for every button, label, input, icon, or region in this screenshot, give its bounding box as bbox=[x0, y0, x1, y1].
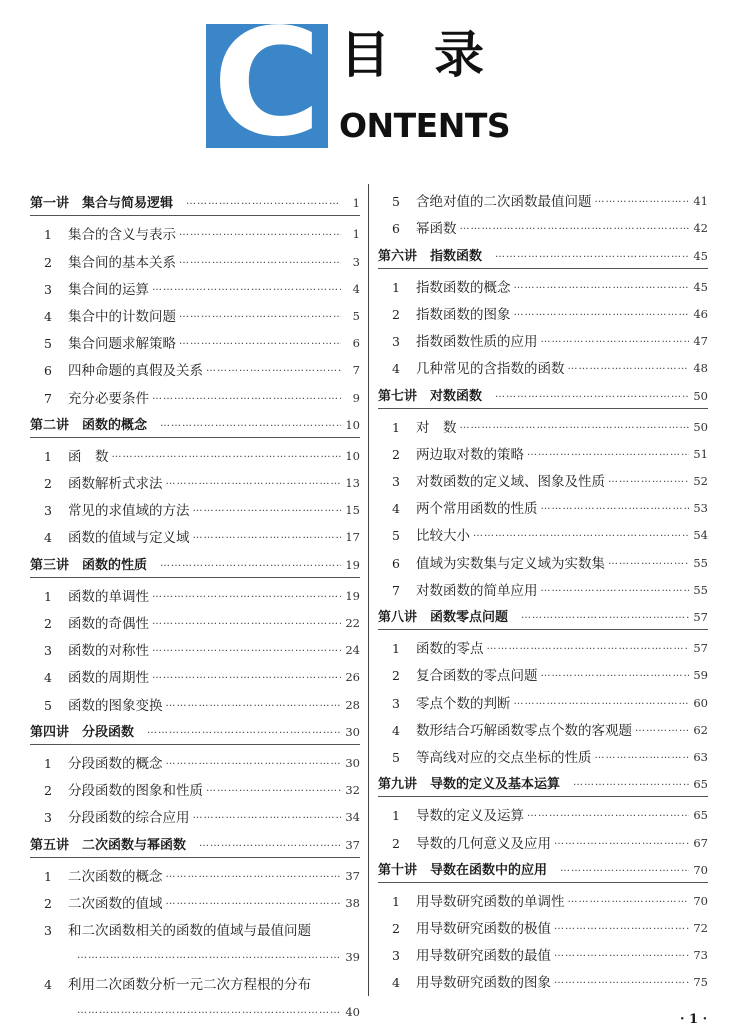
toc-entry[interactable] bbox=[378, 740, 708, 767]
entry-page: 19 bbox=[345, 588, 360, 603]
entry-title: 集合间的运算 bbox=[68, 281, 149, 298]
leader-dots bbox=[166, 473, 342, 493]
section-title: 第五讲 二次函数与幂函数 bbox=[30, 837, 187, 853]
section-page: 10 bbox=[345, 417, 360, 432]
toc-entry[interactable] bbox=[30, 773, 360, 800]
entry-page: 72 bbox=[693, 921, 708, 936]
leader-dots bbox=[573, 774, 689, 794]
entry-page: 6 bbox=[352, 336, 360, 351]
entry-number: 4 bbox=[44, 977, 52, 993]
leader-dots bbox=[568, 891, 690, 911]
toc-entry[interactable] bbox=[30, 913, 360, 940]
toc-entry[interactable] bbox=[378, 938, 708, 965]
leader-dots bbox=[495, 246, 689, 266]
entry-title: 集合问题求解策略 bbox=[68, 336, 176, 353]
entry-title: 值域为实数集与定义域为实数集 bbox=[416, 555, 605, 572]
entry-page: 39 bbox=[345, 950, 360, 965]
entry-number: 2 bbox=[392, 306, 400, 322]
entry-page: 53 bbox=[693, 501, 708, 516]
section-underline bbox=[378, 796, 708, 797]
entry-title: 零点个数的判断 bbox=[416, 695, 511, 712]
entry-number: 4 bbox=[44, 670, 52, 686]
entry-page: 24 bbox=[345, 643, 360, 658]
entry-title: 函数的奇偶性 bbox=[68, 616, 149, 632]
entry-number: 2 bbox=[392, 921, 400, 937]
leader-dots bbox=[152, 586, 341, 606]
entry-page: 38 bbox=[345, 895, 360, 910]
toc-entry[interactable] bbox=[378, 491, 708, 518]
toc-entry[interactable] bbox=[30, 746, 360, 773]
entry-number: 3 bbox=[44, 643, 52, 659]
entry-title: 两个常用函数的性质 bbox=[416, 501, 538, 518]
toc-entry[interactable] bbox=[30, 217, 360, 244]
section-underline bbox=[30, 857, 360, 858]
column-divider bbox=[368, 184, 369, 996]
entry-title: 集合的含义与表示 bbox=[68, 227, 176, 244]
entry-number: 1 bbox=[44, 868, 52, 884]
entry-number: 2 bbox=[44, 254, 52, 270]
entry-number: 1 bbox=[44, 448, 52, 464]
section-title: 第九讲 导数的定义及基本运算 bbox=[378, 777, 561, 793]
toc-entry[interactable] bbox=[30, 606, 360, 633]
entry-title: 函数的单调性 bbox=[68, 588, 149, 605]
toc-entry[interactable] bbox=[378, 351, 708, 378]
entry-title: 指数函数的概念 bbox=[416, 279, 511, 296]
leader-dots bbox=[193, 527, 342, 547]
leader-dots bbox=[152, 613, 341, 633]
leader-dots bbox=[514, 693, 690, 713]
toc-entry[interactable] bbox=[378, 211, 708, 238]
toc-left-column bbox=[30, 186, 360, 1022]
toc-entry[interactable] bbox=[30, 520, 360, 547]
leader-dots bbox=[541, 580, 690, 600]
leader-dots bbox=[77, 947, 341, 967]
entry-number: 1 bbox=[44, 227, 52, 243]
toc-entry[interactable] bbox=[378, 437, 708, 464]
entry-page: 34 bbox=[345, 810, 360, 825]
entry-number: 3 bbox=[44, 923, 52, 939]
section-page: 30 bbox=[345, 724, 360, 739]
entry-number: 5 bbox=[44, 336, 52, 352]
leader-dots bbox=[147, 722, 341, 742]
entry-number: 3 bbox=[392, 948, 400, 964]
entry-number: 5 bbox=[392, 194, 400, 210]
page-number: · 1 · bbox=[680, 1012, 708, 1027]
leader-dots bbox=[487, 638, 690, 658]
entry-number: 3 bbox=[44, 281, 52, 297]
entry-title: 函数的值域与定义域 bbox=[68, 530, 190, 547]
toc-entry[interactable] bbox=[378, 297, 708, 324]
entry-title: 导数的定义及运算 bbox=[416, 808, 524, 825]
entry-title: 对 数 bbox=[416, 419, 457, 436]
entry-title: 二次函数的概念 bbox=[68, 868, 163, 885]
entry-number: 7 bbox=[44, 390, 52, 406]
entry-title: 含绝对值的二次函数最值问题 bbox=[416, 194, 592, 211]
leader-dots bbox=[166, 695, 342, 715]
toc-entry[interactable] bbox=[30, 800, 360, 827]
entry-number: 3 bbox=[44, 810, 52, 826]
toc-entry[interactable] bbox=[30, 272, 360, 299]
leader-dots bbox=[473, 525, 689, 545]
section-underline bbox=[378, 882, 708, 883]
entry-number: 1 bbox=[392, 893, 400, 909]
leader-dots bbox=[554, 918, 689, 938]
leader-dots bbox=[152, 640, 341, 660]
entry-title: 数形结合巧解函数零点个数的客观题 bbox=[416, 722, 632, 739]
section-underline bbox=[30, 437, 360, 438]
toc-entry[interactable] bbox=[30, 633, 360, 660]
toc-entry[interactable] bbox=[30, 493, 360, 520]
toc-section-entry[interactable] bbox=[30, 715, 360, 742]
entry-title: 函数的零点 bbox=[416, 641, 484, 658]
leader-dots bbox=[541, 498, 690, 518]
toc-entry[interactable] bbox=[30, 326, 360, 353]
toc-entry[interactable] bbox=[30, 353, 360, 380]
section-title: 第七讲 对数函数 bbox=[378, 388, 483, 404]
entry-number: 3 bbox=[392, 334, 400, 350]
entry-page: 62 bbox=[693, 722, 708, 737]
toc-entry[interactable] bbox=[378, 324, 708, 351]
entry-number: 6 bbox=[392, 221, 400, 237]
toc-section-entry[interactable] bbox=[30, 827, 360, 854]
toc-section-entry[interactable] bbox=[30, 547, 360, 574]
section-page: 70 bbox=[693, 862, 708, 877]
toc-entry[interactable] bbox=[378, 184, 708, 211]
entry-page: 46 bbox=[693, 306, 708, 321]
entry-number: 2 bbox=[44, 616, 52, 631]
entry-number: 1 bbox=[392, 808, 400, 824]
toc-entry[interactable] bbox=[30, 466, 360, 493]
leader-dots bbox=[460, 417, 690, 437]
toc-entry[interactable] bbox=[30, 967, 360, 994]
leader-dots bbox=[160, 415, 341, 435]
section-page: 45 bbox=[693, 248, 708, 263]
entry-number: 2 bbox=[392, 668, 400, 684]
toc-entry[interactable] bbox=[378, 713, 708, 740]
section-page: 50 bbox=[693, 388, 708, 403]
entry-number: 4 bbox=[392, 975, 400, 991]
leader-dots bbox=[595, 191, 690, 211]
entry-title: 对数函数的定义域、图象及性质 bbox=[416, 474, 605, 491]
toc-entry[interactable] bbox=[378, 464, 708, 491]
toc-section-entry[interactable] bbox=[378, 600, 708, 627]
leader-dots bbox=[77, 1002, 341, 1022]
entry-page: 13 bbox=[345, 476, 360, 491]
entry-number: 4 bbox=[392, 722, 400, 738]
leader-dots bbox=[186, 193, 341, 213]
entry-number: 1 bbox=[392, 641, 400, 657]
toc-entry-continuation[interactable] bbox=[30, 940, 360, 967]
entry-number: 5 bbox=[44, 697, 52, 713]
entry-page: 55 bbox=[693, 555, 708, 570]
entry-title: 指数函数的图象 bbox=[416, 306, 511, 323]
toc-entry[interactable] bbox=[30, 299, 360, 326]
entry-number: 3 bbox=[392, 474, 400, 490]
entry-page: 47 bbox=[693, 334, 708, 349]
toc-entry[interactable] bbox=[30, 439, 360, 466]
leader-dots bbox=[495, 386, 689, 406]
entry-page: 15 bbox=[345, 503, 360, 518]
leader-dots bbox=[179, 333, 341, 353]
entry-title: 用导数研究函数的图象 bbox=[416, 975, 551, 992]
entry-number: 1 bbox=[392, 279, 400, 295]
toc-header bbox=[0, 0, 750, 170]
toc-entry[interactable] bbox=[30, 886, 360, 913]
toc-entry[interactable] bbox=[378, 911, 708, 938]
entry-title: 充分必要条件 bbox=[68, 390, 149, 407]
entry-number: 3 bbox=[392, 695, 400, 711]
toc-title-chinese: 目录 bbox=[340, 26, 528, 84]
leader-dots bbox=[179, 252, 341, 272]
entry-page: 42 bbox=[693, 221, 708, 236]
entry-page: 75 bbox=[693, 975, 708, 990]
entry-page: 48 bbox=[693, 361, 708, 376]
leader-dots bbox=[193, 807, 342, 827]
entry-title: 函数的对称性 bbox=[68, 643, 149, 660]
entry-number: 2 bbox=[44, 476, 52, 492]
entry-page: 54 bbox=[693, 528, 708, 543]
section-underline bbox=[378, 408, 708, 409]
entry-title: 比较大小 bbox=[416, 528, 470, 545]
leader-dots bbox=[635, 720, 689, 740]
entry-page: 1 bbox=[352, 227, 360, 242]
toc-entry[interactable] bbox=[378, 545, 708, 572]
entry-page: 40 bbox=[345, 1004, 360, 1019]
entry-page: 5 bbox=[352, 308, 360, 323]
entry-title: 集合中的计数问题 bbox=[68, 308, 176, 325]
section-page: 1 bbox=[352, 196, 360, 211]
entry-title: 几种常见的含指数的函数 bbox=[416, 361, 565, 378]
entry-number: 4 bbox=[44, 530, 52, 546]
entry-page: 17 bbox=[345, 530, 360, 545]
leader-dots bbox=[514, 304, 690, 324]
leader-dots bbox=[206, 780, 341, 800]
leader-dots bbox=[152, 667, 341, 687]
entry-page: 51 bbox=[693, 446, 708, 461]
entry-title: 函数解析式求法 bbox=[68, 476, 163, 493]
section-underline bbox=[30, 577, 360, 578]
leader-dots bbox=[521, 607, 689, 627]
toc-entry[interactable] bbox=[30, 244, 360, 271]
toc-entry[interactable] bbox=[378, 884, 708, 911]
entry-page: 22 bbox=[345, 616, 360, 630]
leader-dots bbox=[595, 747, 690, 767]
toc-entry[interactable] bbox=[378, 410, 708, 437]
toc-entry[interactable] bbox=[378, 965, 708, 992]
entry-page: 65 bbox=[693, 808, 708, 823]
entry-title: 集合间的基本关系 bbox=[68, 254, 176, 271]
section-title: 第二讲 函数的概念 bbox=[30, 417, 148, 433]
section-underline bbox=[378, 268, 708, 269]
entry-number: 5 bbox=[392, 749, 400, 765]
entry-page: 3 bbox=[352, 254, 360, 269]
leader-dots bbox=[527, 444, 689, 464]
section-title: 第一讲 集合与简易逻辑 bbox=[30, 196, 174, 212]
leader-dots bbox=[199, 835, 341, 855]
leader-dots bbox=[152, 279, 341, 299]
entry-number: 4 bbox=[44, 308, 52, 324]
entry-title: 两边取对数的策略 bbox=[416, 446, 524, 463]
entry-title: 指数函数性质的应用 bbox=[416, 334, 538, 351]
entry-number: 1 bbox=[44, 755, 52, 771]
leader-dots bbox=[554, 972, 689, 992]
entry-title: 用导数研究函数的最值 bbox=[416, 948, 551, 965]
toc-section-entry[interactable] bbox=[30, 186, 360, 213]
toc-entry[interactable] bbox=[378, 573, 708, 600]
entry-number: 1 bbox=[44, 588, 52, 604]
entry-page: 73 bbox=[693, 948, 708, 963]
toc-section-entry[interactable] bbox=[378, 238, 708, 265]
entry-title: 分段函数的图象和性质 bbox=[68, 783, 203, 800]
leader-dots bbox=[160, 555, 341, 575]
leader-dots bbox=[608, 471, 689, 491]
leader-dots bbox=[166, 893, 342, 913]
entry-page: 50 bbox=[693, 419, 708, 434]
section-title: 第六讲 指数函数 bbox=[378, 248, 483, 264]
entry-page: 45 bbox=[693, 279, 708, 294]
section-page: 37 bbox=[345, 837, 360, 852]
section-underline bbox=[30, 215, 360, 216]
leader-dots bbox=[112, 446, 342, 466]
toc-entry[interactable] bbox=[378, 825, 708, 852]
entry-number: 2 bbox=[44, 895, 52, 911]
entry-number: 1 bbox=[392, 419, 400, 435]
entry-number: 5 bbox=[392, 528, 400, 544]
entry-page: 10 bbox=[345, 448, 360, 463]
entry-page: 4 bbox=[352, 281, 360, 296]
entry-title: 函 数 bbox=[68, 448, 109, 465]
entry-title: 分段函数的综合应用 bbox=[68, 810, 190, 827]
toc-entry[interactable] bbox=[378, 270, 708, 297]
entry-page: 28 bbox=[345, 697, 360, 712]
entry-page: 67 bbox=[693, 835, 708, 850]
leader-dots bbox=[166, 753, 342, 773]
entry-page: 70 bbox=[693, 893, 708, 908]
section-title: 第十讲 导数在函数中的应用 bbox=[378, 862, 548, 878]
section-title: 第三讲 函数的性质 bbox=[30, 557, 148, 573]
entry-number: 4 bbox=[392, 501, 400, 517]
entry-title: 四种命题的真假及关系 bbox=[68, 363, 203, 380]
leader-dots bbox=[514, 277, 690, 297]
section-page: 57 bbox=[693, 610, 708, 624]
leader-dots bbox=[206, 360, 341, 380]
entry-title: 二次函数的值域 bbox=[68, 895, 163, 912]
section-underline bbox=[30, 744, 360, 745]
leader-dots bbox=[179, 224, 341, 244]
entry-number: 3 bbox=[44, 503, 52, 519]
toc-entry[interactable] bbox=[378, 798, 708, 825]
section-page: 65 bbox=[693, 777, 708, 792]
entry-number: 2 bbox=[44, 783, 52, 799]
contents-logo-letter: C bbox=[212, 0, 322, 169]
leader-dots bbox=[541, 331, 690, 351]
section-page: 19 bbox=[345, 557, 360, 572]
entry-title: 导数的几何意义及应用 bbox=[416, 835, 551, 852]
toc-entry[interactable] bbox=[378, 658, 708, 685]
leader-dots bbox=[554, 833, 689, 853]
entry-title: 和二次函数相关的函数的值域与最值问题 bbox=[68, 923, 311, 940]
entry-title: 利用二次函数分析一元二次方程根的分布 bbox=[68, 977, 311, 994]
leader-dots bbox=[166, 866, 342, 886]
leader-dots bbox=[568, 358, 690, 378]
entry-number: 2 bbox=[392, 835, 400, 851]
entry-page: 55 bbox=[693, 582, 708, 597]
toc-section-entry[interactable] bbox=[378, 853, 708, 880]
entry-number: 6 bbox=[44, 363, 52, 379]
leader-dots bbox=[560, 860, 689, 880]
entry-title: 函数的周期性 bbox=[68, 670, 149, 687]
entry-title: 用导数研究函数的单调性 bbox=[416, 893, 565, 910]
section-title: 第八讲 函数零点问题 bbox=[378, 610, 509, 625]
toc-entry[interactable] bbox=[378, 685, 708, 712]
toc-entry[interactable] bbox=[378, 631, 708, 658]
toc-title-english: ONTENTS bbox=[339, 106, 511, 145]
entry-page: 41 bbox=[693, 194, 708, 209]
leader-dots bbox=[541, 665, 690, 685]
entry-title: 幂函数 bbox=[416, 221, 457, 238]
toc-section-entry[interactable] bbox=[30, 408, 360, 435]
leader-dots bbox=[527, 805, 689, 825]
entry-page: 52 bbox=[693, 474, 708, 489]
entry-page: 26 bbox=[345, 670, 360, 685]
entry-page: 57 bbox=[693, 641, 708, 656]
toc-entry[interactable] bbox=[30, 579, 360, 606]
entry-title: 函数的图象变换 bbox=[68, 697, 163, 714]
entry-page: 9 bbox=[352, 390, 360, 405]
entry-page: 30 bbox=[345, 755, 360, 770]
entry-page: 7 bbox=[352, 363, 360, 378]
section-underline bbox=[378, 629, 708, 630]
toc-section-entry[interactable] bbox=[378, 767, 708, 794]
toc-entry[interactable] bbox=[30, 660, 360, 687]
toc-right-column bbox=[378, 184, 708, 992]
toc-section-entry[interactable] bbox=[378, 378, 708, 405]
entry-page: 63 bbox=[693, 749, 708, 764]
entry-title: 分段函数的概念 bbox=[68, 755, 163, 772]
section-title: 第四讲 分段函数 bbox=[30, 724, 135, 740]
toc-entry[interactable] bbox=[30, 687, 360, 714]
leader-dots bbox=[152, 388, 341, 408]
toc-entry-continuation[interactable] bbox=[30, 994, 360, 1021]
toc-entry[interactable] bbox=[30, 380, 360, 407]
leader-dots bbox=[460, 218, 690, 238]
toc-entry[interactable] bbox=[30, 859, 360, 886]
entry-number: 7 bbox=[392, 582, 400, 598]
entry-page: 60 bbox=[693, 695, 708, 710]
entry-title: 复合函数的零点问题 bbox=[416, 668, 538, 685]
entry-title: 对数函数的简单应用 bbox=[416, 582, 538, 599]
entry-page: 32 bbox=[345, 783, 360, 798]
entry-title: 常见的求值域的方法 bbox=[68, 503, 190, 520]
leader-dots bbox=[608, 553, 689, 573]
entry-number: 6 bbox=[392, 555, 400, 571]
entry-page: 59 bbox=[693, 668, 708, 683]
entry-number: 2 bbox=[392, 446, 400, 462]
entry-number: 4 bbox=[392, 361, 400, 377]
leader-dots bbox=[179, 306, 341, 326]
leader-dots bbox=[193, 500, 342, 520]
entry-title: 等高线对应的交点坐标的性质 bbox=[416, 749, 592, 766]
entry-page: 37 bbox=[345, 868, 360, 883]
entry-title: 用导数研究函数的极值 bbox=[416, 921, 551, 938]
leader-dots bbox=[554, 945, 689, 965]
toc-entry[interactable] bbox=[378, 518, 708, 545]
